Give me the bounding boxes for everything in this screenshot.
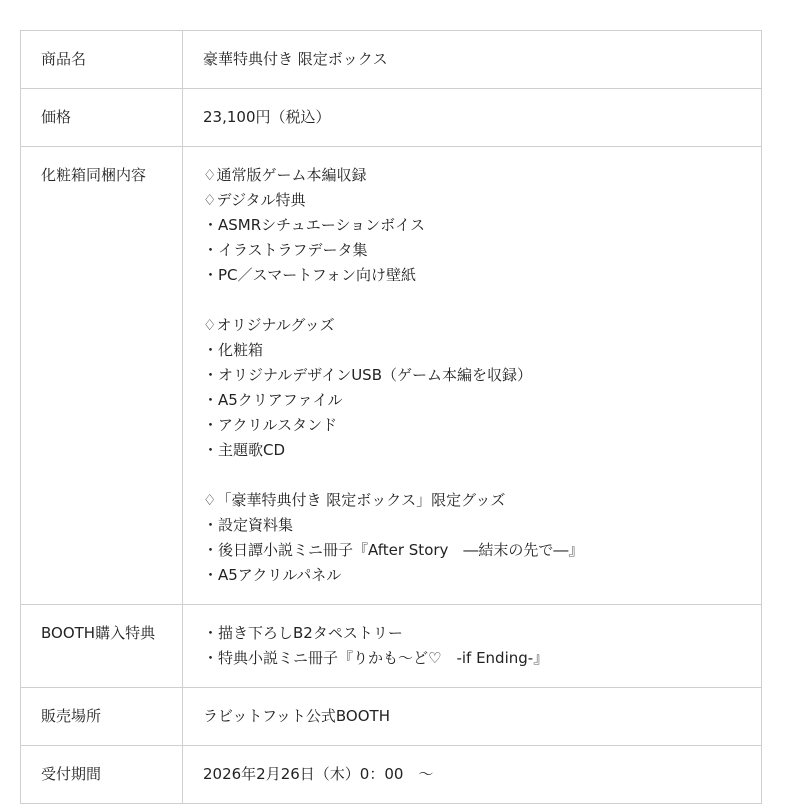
value-line: 豪華特典付き 限定ボックス [203,50,388,68]
list-item: ・設定資料集 [203,516,294,534]
list-item: ・後日譚小説ミニ冊子『After Story ―結末の先で―』 [203,541,584,559]
row-sales-location [21,688,762,746]
list-item: ♢オリジナルグッズ [203,316,335,334]
value-price [183,89,762,147]
list-item: ・アクリルスタンド [203,416,338,434]
list-item: ・特典小説ミニ冊子『りかも〜ど♡ -if Ending-』 [203,649,549,667]
value-line: 2026年2月26日（木）0：00 〜 [203,765,434,783]
list-item: ・PC／スマートフォン向け壁紙 [203,266,417,284]
product-info-table [20,30,762,804]
list-item: ・描き下ろしB2タペストリー [203,624,403,642]
list-item: ・オリジナルデザインUSB（ゲーム本編を収録） [203,366,532,384]
list-spacer [203,463,761,488]
label-price: 価格 [21,89,183,147]
value-box-contents [183,147,762,605]
label-reception-period: 受付期間 [21,746,183,804]
list-item: ♢通常版ゲーム本編収録 [203,166,367,184]
list-item: ・A5アクリルパネル [203,566,342,584]
list-item: ・主題歌CD [203,441,286,459]
label-box-contents: 化粧箱同梱内容 [21,147,183,605]
row-box-contents [21,147,762,605]
label-booth-bonus: BOOTH購入特典 [21,605,183,688]
row-price [21,89,762,147]
row-product-name [21,31,762,89]
list-item: ♢デジタル特典 [203,191,306,209]
value-product-name [183,31,762,89]
list-spacer [203,288,761,313]
value-line: ラビットフット公式BOOTH [203,707,390,725]
list-item: ♢「豪華特典付き 限定ボックス」限定グッズ [203,491,506,509]
row-booth-bonus [21,605,762,688]
list-item: ・イラストラフデータ集 [203,241,368,259]
list-item: ・A5クリアファイル [203,391,343,409]
list-item: ・ASMRシチュエーションボイス [203,216,425,234]
value-line: 23,100円（税込） [203,108,331,126]
label-product-name: 商品名 [21,31,183,89]
value-sales-location [183,688,762,746]
label-sales-location: 販売場所 [21,688,183,746]
row-reception-period [21,746,762,804]
list-item: ・化粧箱 [203,341,264,359]
value-booth-bonus [183,605,762,688]
value-reception-period [183,746,762,804]
